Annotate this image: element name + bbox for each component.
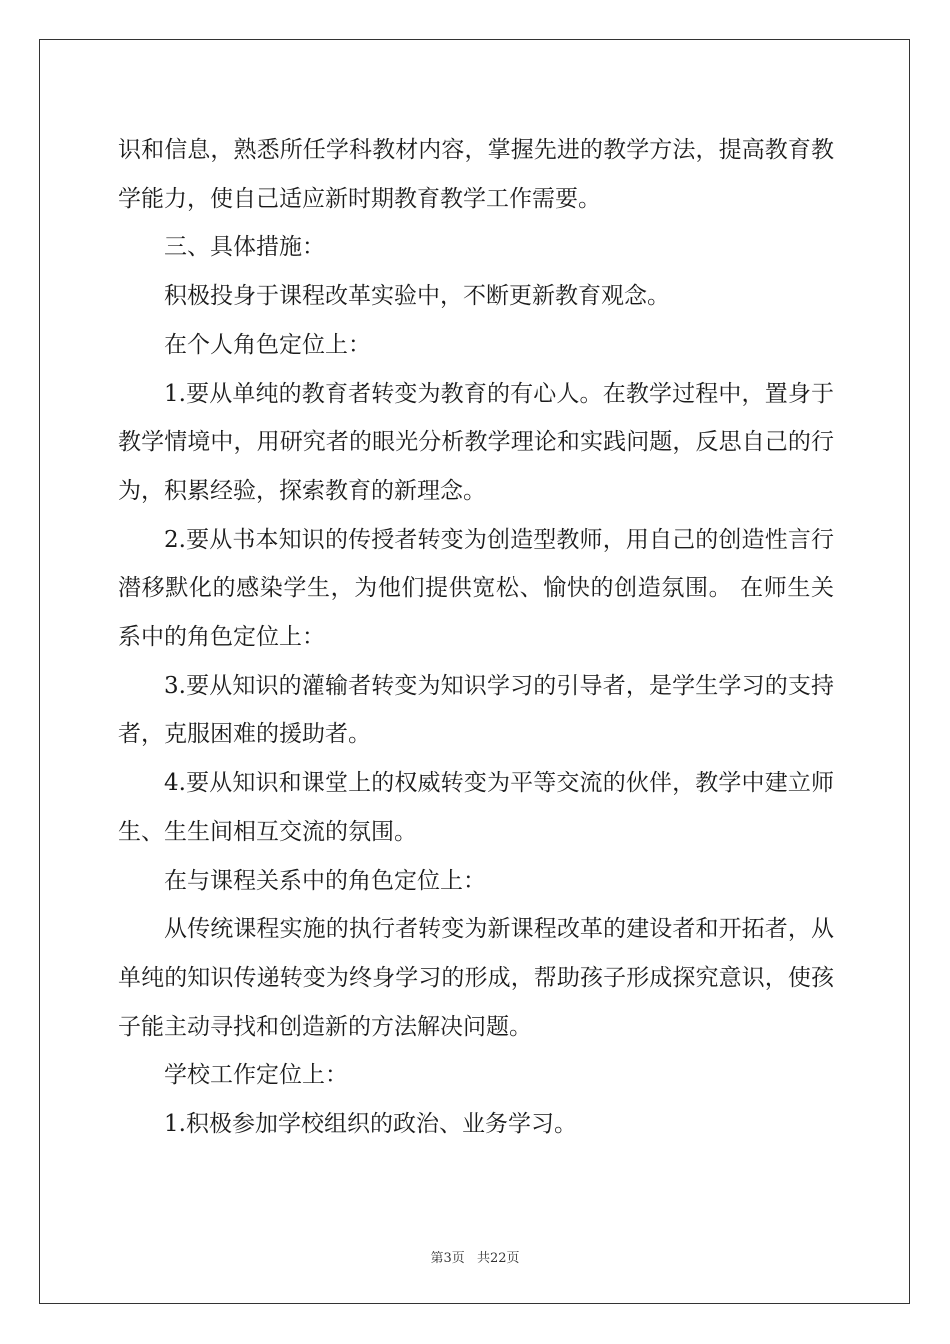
document-body <box>118 126 834 1149</box>
page-number: 第3页 <box>430 1251 465 1266</box>
paragraph-2: 三、具体措施： <box>164 234 325 261</box>
paragraph-8: 4.要从知识和课堂上的权威转变为平等交流的伙伴，教学中建立师生、生生间相互交流的氛围。 <box>118 770 834 845</box>
paragraph-6: 2.要从书本知识的传授者转变为创造型教师，用自己的创造性言行潜移默化的感染学生，为他们提供宽松、愉快的创造氛围。 在师生关系中的角色定位上： <box>118 526 834 651</box>
paragraph-12: 1.积极参加学校组织的政治、业务学习。 <box>164 1111 577 1138</box>
page-footer <box>0 1247 950 1266</box>
paragraph-3: 积极投身于课程改革实验中，不断更新教育观念。 <box>164 283 670 310</box>
paragraph-4: 在个人角色定位上： <box>164 331 371 358</box>
paragraph-1: 识和信息，熟悉所任学科教材内容，掌握先进的教学方法，提高教育教学能力，使自己适应新时期教育教学工作需要。 <box>118 137 834 212</box>
paragraph-7: 3.要从知识的灌输者转变为知识学习的引导者，是学生学习的支持者，克服困难的援助者。 <box>118 672 834 748</box>
paragraph-9: 在与课程关系中的角色定位上： <box>164 867 486 894</box>
paragraph-11: 学校工作定位上： <box>164 1062 348 1089</box>
paragraph-10: 从传统课程实施的执行者转变为新课程改革的建设者和开拓者，从单纯的知识传递转变为终身学习的形成，帮助孩子形成探究意识，使孩子能主动寻找和创造新的方法解决问题。 <box>118 916 834 1040</box>
total-pages: 共22页 <box>476 1251 520 1266</box>
paragraph-5: 1.要从单纯的教育者转变为教育的有心人。在教学过程中，置身于教学情境中，用研究者的眼光分析教学理论和实践问题，反思自己的行为，积累经验，探索教育的新理念。 <box>118 380 834 504</box>
